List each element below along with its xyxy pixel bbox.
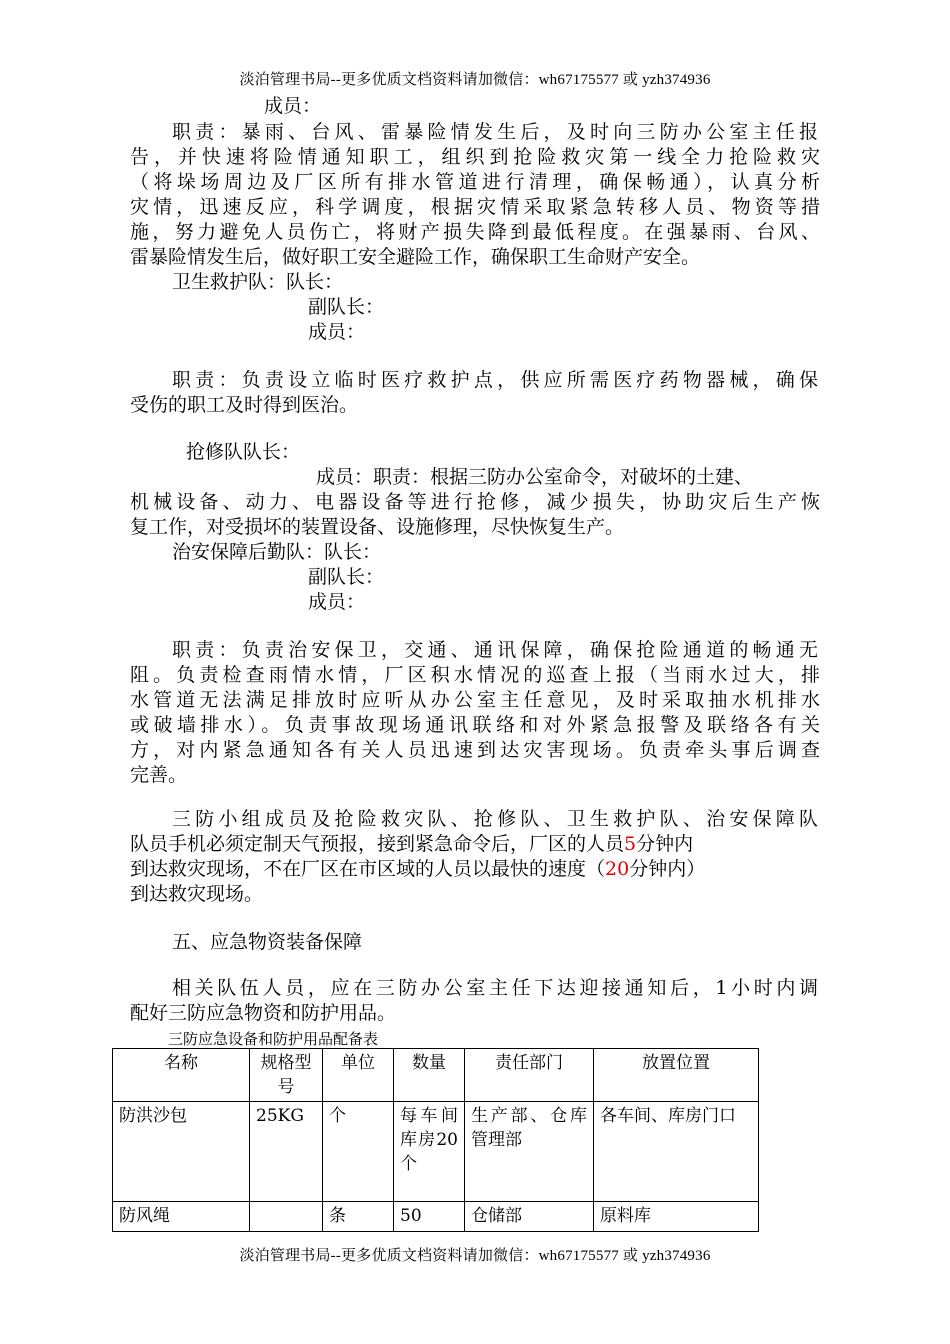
table-cell	[250, 1202, 323, 1232]
table-cell: 原料库	[594, 1202, 759, 1232]
medical-vice-captain: 副队长：	[308, 296, 385, 318]
response-text: 分钟内）	[629, 858, 706, 880]
medical-duty-line: 受伤的职工及时得到医治。	[130, 394, 359, 416]
security-duty-line: 完善。	[130, 764, 188, 786]
header-cell: 单位	[323, 1049, 394, 1102]
medical-team-label: 卫生救护队：队长：	[172, 271, 344, 293]
medical-members: 成员：	[308, 321, 366, 343]
table-header-row	[113, 1049, 759, 1102]
response-text: 分钟内	[636, 833, 694, 855]
table-cell: 每车间库房20个	[394, 1102, 465, 1202]
table-cell: 防风绳	[113, 1202, 250, 1232]
table-row	[113, 1202, 759, 1232]
table-cell: 25KG	[250, 1102, 323, 1202]
security-members: 成员：	[308, 591, 366, 613]
table-caption: 三防应急设备和防护用品配备表	[168, 1030, 379, 1048]
table-cell: 各车间、库房门口	[594, 1102, 759, 1202]
table-cell: 仓储部	[465, 1202, 594, 1232]
header-cell: 名称	[113, 1049, 250, 1102]
supplies-paragraph-line: 配好三防应急物资和防护用品。	[130, 1002, 397, 1024]
response-paragraph-line	[130, 832, 693, 856]
header-cell: 放置位置	[594, 1049, 759, 1102]
security-team-label: 治安保障后勤队：队长：	[172, 541, 382, 563]
header-cell: 数量	[394, 1049, 465, 1102]
page-footer: 淡泊管理书局--更多优质文档资料请加微信：wh67175577 或 yzh374936	[239, 1248, 711, 1264]
response-text: 到达救灾现场，不在厂区在市区域的人员以最快的速度（	[130, 858, 606, 880]
security-duty-line: 职责：负责治安保卫，交通、通讯保障，确保抢险通道的畅通无	[172, 639, 818, 661]
duty-paragraph-line: 职责：暴雨、台风、雷暴险情发生后，及时向三防办公室主任报	[172, 121, 818, 143]
table-cell: 条	[323, 1202, 394, 1232]
duty-paragraph-line: 雷暴险情发生后，做好职工安全避险工作，确保职工生命财产安全。	[130, 246, 701, 268]
table-cell: 50	[394, 1202, 465, 1232]
members-label: 成员：	[264, 95, 322, 117]
security-duty-line: 水管道无法满足排放时应听从办公室主任意见，及时采取抽水机排水	[130, 689, 820, 711]
response-text: 队员手机必须定制天气预报，接到紧急命令后，厂区的人员	[130, 833, 625, 855]
table-cell: 防洪沙包	[113, 1102, 250, 1202]
table-cell: 个	[323, 1102, 394, 1202]
medical-duty-line: 职责：负责设立临时医疗救护点，供应所需医疗药物器械，确保	[172, 369, 818, 391]
duty-paragraph-line: （将垛场周边及厂区所有排水管道进行清理，确保畅通），认真分析	[130, 171, 820, 193]
security-duty-line: 或破墙排水）。负责事故现场通讯联络和对外紧急报警及联络各有关	[130, 714, 820, 736]
response-paragraph-line	[130, 857, 705, 881]
security-duty-line: 阻。负责检查雨情水情，厂区积水情况的巡查上报（当雨水过大，排	[130, 664, 820, 686]
repair-duty-line: 复工作，对受损坏的装置设备、设施修理，尽快恢复生产。	[130, 516, 625, 538]
equipment-table	[112, 1048, 759, 1232]
repair-duty-line: 成员：职责：根据三防办公室命令，对破坏的土建、	[316, 466, 754, 488]
header-cell: 责任部门	[465, 1049, 594, 1102]
table-row	[113, 1102, 759, 1202]
response-paragraph-line: 三防小组成员及抢险救灾队、抢修队、卫生救护队、治安保障队	[172, 808, 818, 830]
security-duty-line: 方，对内紧急通知各有关人员迅速到达灾害现场。负责牵头事后调查	[130, 739, 820, 761]
repair-duty-line: 机械设备、动力、电器设备等进行抢修，减少损失，协助灾后生产恢	[130, 491, 820, 513]
page-header: 淡泊管理书局--更多优质文档资料请加微信：wh67175577 或 yzh374936	[239, 72, 711, 88]
repair-team-captain: 抢修队队长：	[186, 441, 301, 463]
duty-paragraph-line: 告，并快速将险情通知职工，组织到抢险救灾第一线全力抢险救灾	[130, 146, 820, 168]
duty-paragraph-line: 灾情，迅速反应，科学调度，根据灾情采取紧急转移人员、物资等措	[130, 196, 820, 218]
response-paragraph-line: 到达救灾现场。	[130, 883, 264, 905]
response-minutes: 20	[605, 858, 630, 880]
table-cell: 生产部、仓库管理部	[465, 1102, 594, 1202]
duty-paragraph-line: 施，努力避免人员伤亡，将财产损失降到最低程度。在强暴雨、台风、	[130, 221, 820, 243]
header-cell: 规格型号	[250, 1049, 323, 1102]
response-minutes: 5	[624, 833, 637, 855]
section-heading: 五、应急物资装备保障	[172, 931, 363, 953]
supplies-paragraph-line: 相关队伍人员，应在三防办公室主任下达迎接通知后，1小时内调	[172, 977, 818, 999]
security-vice-captain: 副队长：	[308, 566, 385, 588]
